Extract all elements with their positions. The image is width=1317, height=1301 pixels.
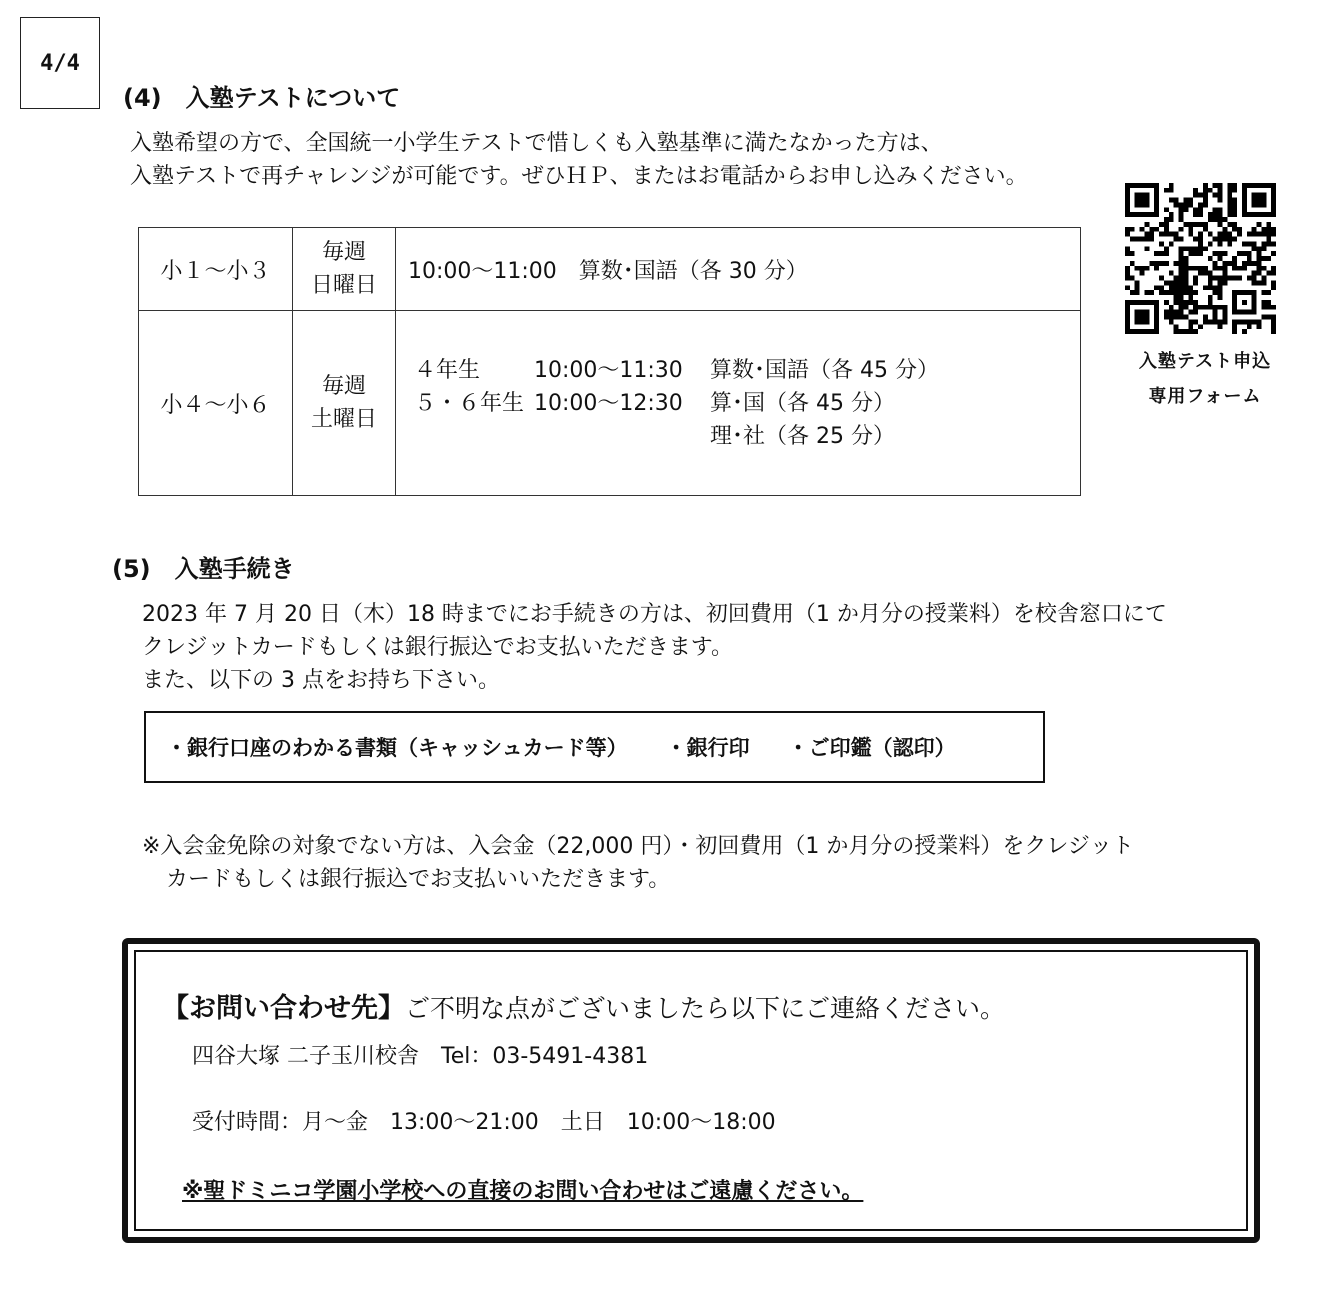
section4-heading: (4) 入塾テストについて [123,84,401,112]
schedule-line [408,387,1080,420]
section5-paragraph [142,598,1167,697]
schedule-grade [408,420,534,453]
schedule-time: 10:00～12:30 [534,390,683,416]
day-line: 土曜日 [310,407,377,432]
section4-paragraph-line: 入塾テストで再チャレンジが可能です。ぜひＨＰ、またはお電話からお申し込みください。 [130,164,1028,189]
detail-cell: 10:00～11:00 算数･国語（各 30 分） [396,228,1081,311]
required-items-box [144,711,1045,783]
contact-hours: 受付時間：月～金 13:00～21:00 土日 10:00～18:00 [192,1110,776,1135]
table-row [139,311,1081,496]
day-line: 日曜日 [310,273,377,298]
day-line: 毎週 [321,240,366,265]
required-item: ・ご印鑑（認印） [787,736,956,760]
section5-paragraph-line: クレジットカードもしくは銀行振込でお支払いただきます。 [142,635,734,660]
contact-inner-frame [134,950,1248,1231]
section4-paragraph-line: 入塾希望の方で、全国統一小学生テストで惜しくも入塾基準に満たなかった方は、 [130,131,943,156]
day-cell [293,228,396,311]
grade-cell: 小１～小３ [139,228,293,311]
table-row [139,228,1081,311]
schedule-subject: 理･社（各 25 分） [710,423,895,449]
section5-heading: (5) 入塾手続き [112,555,295,583]
schedule-subject: 算･国（各 45 分） [710,390,895,416]
section5-paragraph-line: また、以下の 3 点をお持ち下さい。 [142,668,500,693]
fee-note-line: カードもしくは銀行振込でお支払いいただきます。 [166,867,671,892]
schedule-line [408,354,1080,387]
required-item: ・銀行印 [665,736,750,760]
schedule-line [408,420,1080,453]
schedule-subject: 算数･国語（各 45 分） [710,357,939,383]
grade-cell: 小４～小６ [139,311,293,496]
contact-title [162,986,1005,1025]
contact-title-message: ご不明な点がございましたら以下にご連絡ください。 [405,994,1006,1023]
section4-paragraph [130,127,1028,193]
schedule-time [534,420,710,453]
required-item: ・銀行口座のわかる書類（キャッシュカード等） [166,736,628,760]
schedule-grade: ４年生 [414,357,481,383]
schedule-time: 10:00～11:30 [534,357,683,383]
contact-school: 四谷大塚 二子玉川校舎 Tel：03-5491-4381 [192,1044,649,1069]
contact-box [122,938,1260,1243]
page-number-badge: 4/4 [20,17,100,109]
schedule-grade: ５・６年生 [414,390,525,416]
day-line: 毎週 [321,374,366,399]
contact-notice: ※聖ドミニコ学園小学校への直接のお問い合わせはご遠慮ください。 [182,1179,864,1204]
qr-caption-line: 入塾テスト申込 [1138,351,1272,372]
qr-caption-line: 専用フォーム [1148,386,1262,407]
fee-note [142,830,1134,896]
fee-note-line: ※入会金免除の対象でない方は、入会金（22,000 円）・初回費用（1 か月分の授業料）をクレジット [142,834,1134,859]
detail-cell [396,311,1081,496]
contact-title-label: 【お問い合わせ先】 [162,993,405,1024]
entrance-test-table [138,227,1081,496]
day-cell [293,311,396,496]
section5-paragraph-line: 2023 年 7 月 20 日（木）18 時までにお手続きの方は、初回費用（1 か月分の授業料）を校舎窓口にて [142,602,1167,627]
qr-code-icon[interactable] [1120,178,1281,339]
